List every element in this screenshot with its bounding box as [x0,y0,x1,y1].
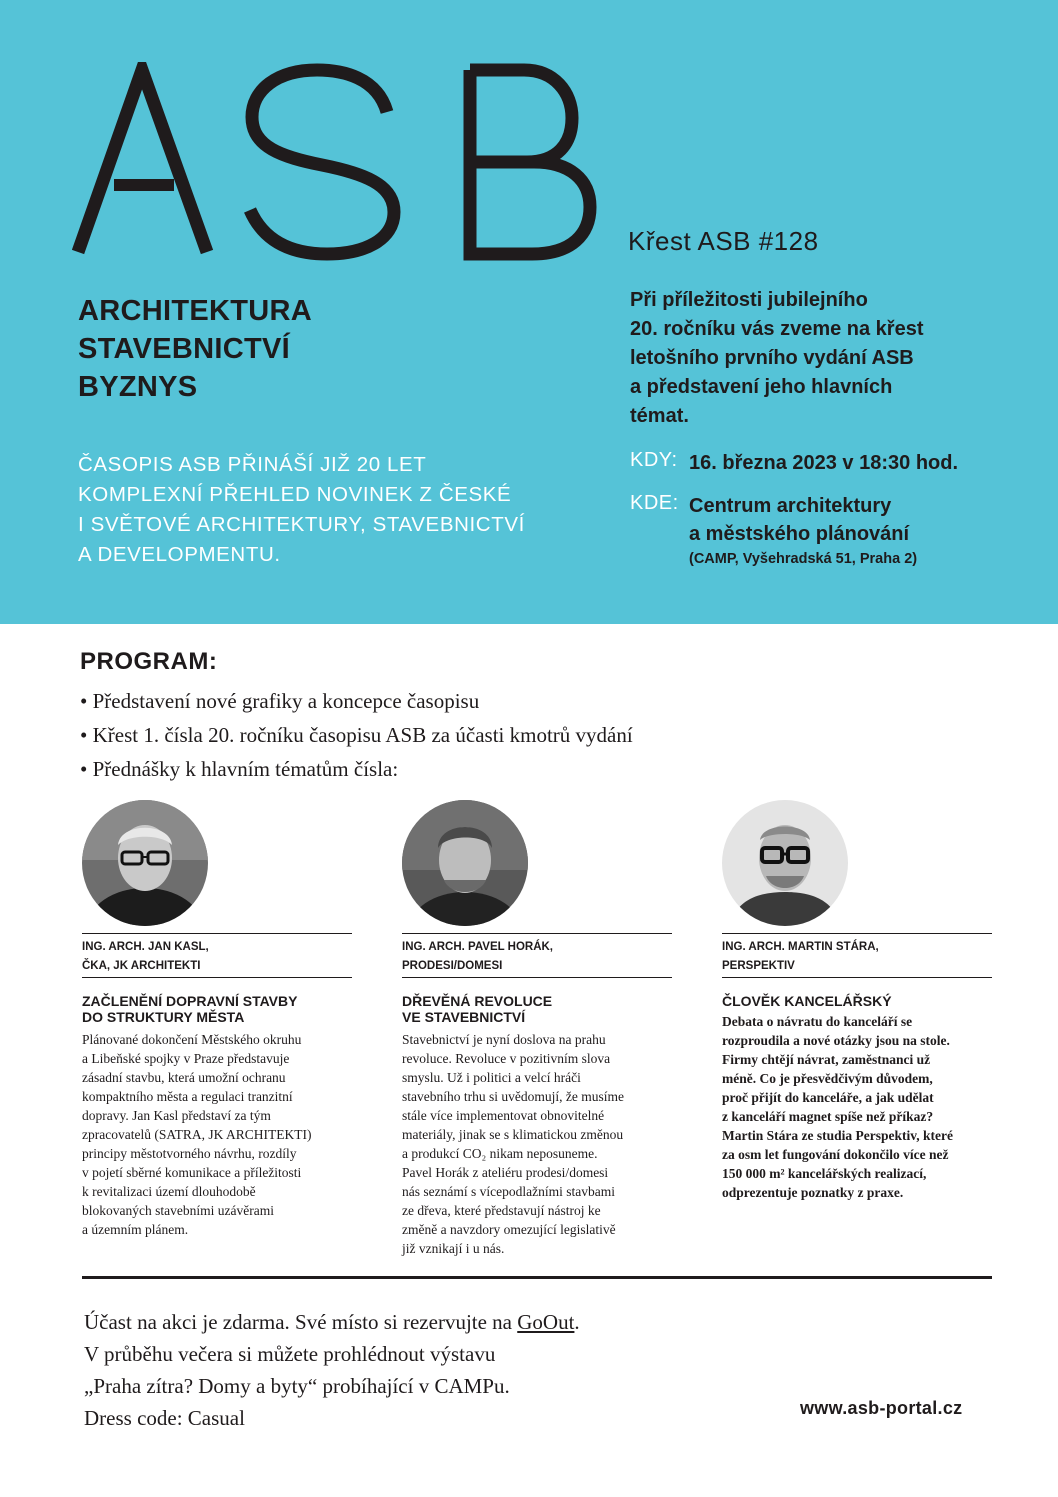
event-desc-line: Při příležitosti jubilejního [630,289,868,311]
footer-text: . [574,1310,580,1334]
speaker-name [402,938,553,976]
talk-title [722,993,892,1009]
footer-text: Účast na akci je zdarma. Své místo si rezervujte na [84,1310,518,1334]
intro-line: ČASOPIS ASB PŘINÁŠÍ JIŽ 20 LET [78,453,427,476]
subtitle-line: STAVEBNICTVÍ [78,333,290,365]
program-item: • Představení nové grafiky a koncepce časopisu [80,689,480,713]
abstract-line: odprezentuje poznatky z praxe. [722,1185,904,1200]
abstract-line: Pavel Horák z ateliéru prodesi/domesi [402,1165,609,1180]
event-desc-line: témat. [630,405,689,427]
event-desc-line: a představení jeho hlavních [630,376,893,398]
abstract-line: stavebního trhu si uvědomují, že musíme [402,1089,624,1104]
abstract-line: a územním plánem. [82,1222,189,1237]
abstract-line: materiály, jinak se s klimatickou změnou [402,1127,624,1142]
abstract-line: nás seznámí s vícepodlažními stavbami [402,1184,615,1199]
footer-line [84,1306,580,1338]
footer-line: „Praha zítra? Domy a byty“ probíhající v CAMPu. [84,1374,510,1398]
subtitle-line: BYZNYS [78,371,198,403]
event-description [630,286,1030,431]
speaker-name-line: PERSPEKTIV [722,960,795,972]
talk-abstract [722,1012,953,1202]
speaker-name [82,938,209,976]
abstract-line: v pojetí sběrné komunikace a příležitosti [82,1165,302,1180]
goout-link[interactable]: GoOut [517,1310,575,1334]
abstract-line: změně a navzdory omezující legislativě [402,1222,616,1237]
abstract-line: Firmy chtějí návrat, zaměstnanci už [722,1052,931,1067]
where-label: KDE: [630,492,679,514]
program-list [80,684,633,786]
speaker-photo [722,800,848,926]
intro-line: KOMPLEXNÍ PŘEHLED NOVINEK Z ČESKÉ [78,483,512,506]
asb-logo [72,62,602,262]
speaker-name-line: PRODESI/DOMESI [402,960,503,972]
speaker-name-line: ING. ARCH. JAN KASL, [82,941,209,953]
intro-line: A DEVELOPMENTU. [78,543,281,566]
where-value [689,492,909,548]
intro-line: I SVĚTOVÉ ARCHITEKTURY, STAVEBNICTVÍ [78,513,525,536]
talk-title [402,993,552,1025]
abstract-line: již vznikají i u nás. [402,1241,505,1256]
event-desc-line: letošního prvního vydání ASB [630,347,914,369]
talk-title [82,993,297,1025]
when-value: 16. března 2023 v 18:30 hod. [689,452,959,474]
divider [722,977,992,978]
magazine-subtitle [78,292,312,406]
abstract-line: Plánované dokončení Městského okruhu [82,1032,302,1047]
program-item: • Křest 1. čísla 20. ročníku časopisu ASB za účasti kmotrů vydání [80,723,633,747]
abstract-line: kompaktního města a regulaci tranzitní [82,1089,293,1104]
speaker-name-line: ING. ARCH. MARTIN STÁRA, [722,941,879,953]
divider [82,977,352,978]
event-desc-line: 20. ročníku vás zveme na křest [630,318,924,340]
abstract-line: blokovaných stavebními uzávěrami [82,1203,274,1218]
abstract-line: zásadní stavbu, která umožní ochranu [82,1070,286,1085]
talk-abstract [402,1030,624,1258]
speaker-name [722,938,879,976]
divider [82,933,352,934]
talk-title-line: VE STAVEBNICTVÍ [402,1009,526,1025]
subtitle-line: ARCHITEKTURA [78,295,312,327]
when-label: KDY: [630,449,678,471]
talk-title-line: ČLOVĚK KANCELÁŘSKÝ [722,993,892,1009]
abstract-line: k revitalizaci území dlouhodobě [82,1184,256,1199]
talk-title-line: ZAČLENĚNÍ DOPRAVNÍ STAVBY [82,993,298,1009]
abstract-line: dopravy. Jan Kasl představí za tým [82,1108,271,1123]
program-title: PROGRAM: [80,648,218,675]
talk-title-line: DŘEVĚNÁ REVOLUCE [402,993,553,1009]
abstract-line: za osm let fungování dokončilo více než [722,1147,949,1162]
where-detail: (CAMP, Vyšehradská 51, Praha 2) [689,551,918,567]
abstract-line: principy městotvorného návrhu, rozdíly [82,1146,297,1161]
divider [402,933,672,934]
speaker-name-line: ING. ARCH. PAVEL HORÁK, [402,941,553,953]
website-link[interactable]: www.asb-portal.cz [800,1398,963,1418]
event-title: Křest ASB #128 [628,226,819,256]
where-value-line: a městského plánování [689,523,910,545]
footer-info [84,1306,580,1434]
speaker-name-line: ČKA, JK ARCHITEKTI [82,960,201,972]
abstract-line: revoluce. Revoluce v pozitivním slova [402,1051,611,1066]
abstract-line: méně. Co je přesvědčivým důvodem, [722,1071,933,1086]
where-value-line: Centrum architektury [689,495,892,517]
abstract-line: a Libeňské spojky v Praze představuje [82,1051,290,1066]
abstract-line: Debata o návratu do kanceláří se [722,1014,913,1029]
footer-line: Dress code: Casual [84,1406,245,1430]
magazine-intro [78,450,538,570]
talk-title-line: DO STRUKTURY MĚSTA [82,1009,245,1025]
divider [402,977,672,978]
program-item: • Přednášky k hlavním tématům čísla: [80,757,399,781]
abstract-line: 150 000 m² kancelářských realizací, [722,1166,927,1181]
abstract-line: Martin Stára ze studia Perspektiv, které [722,1128,953,1143]
abstract-line: ze dřeva, které představují nástroj ke [402,1203,601,1218]
abstract-line: zpracovatelů (SATRA, JK ARCHITEKTI) [82,1127,312,1142]
abstract-line: smyslu. Už i politici a velcí hráči [402,1070,581,1085]
abstract-line: Stavebnictví je nyní doslova na prahu [402,1032,606,1047]
divider [82,1276,992,1279]
abstract-line: a produkcí CO₂ nikam neposuneme. [402,1146,598,1161]
speaker-photo [402,800,528,926]
footer-line: V průběhu večera si můžete prohlédnout výstavu [84,1342,496,1366]
abstract-line: stále více implementovat obnovitelné [402,1108,605,1123]
abstract-line: proč přijít do kanceláře, a jak udělat [722,1090,934,1105]
divider [722,933,992,934]
abstract-line: rozproudila a nové otázky jsou na stole. [722,1033,950,1048]
speaker-photo [82,800,208,926]
talk-abstract [82,1030,311,1239]
abstract-line: z kanceláří magnet spíše než příkaz? [722,1109,934,1124]
